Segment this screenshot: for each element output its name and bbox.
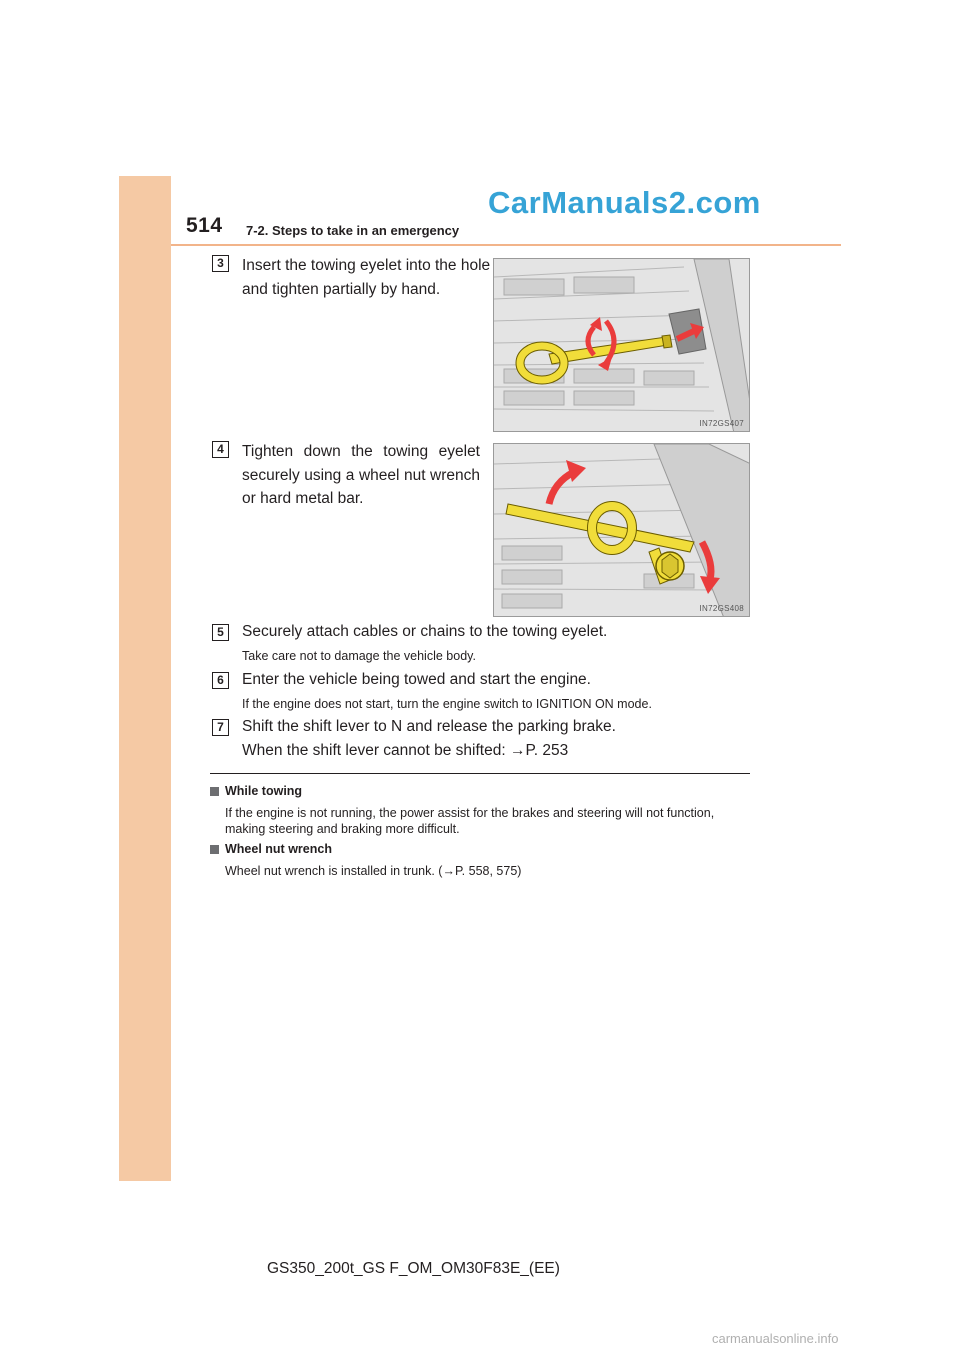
section-title: 7-2. Steps to take in an emergency <box>246 223 460 238</box>
step-7-line-1: Shift the shift lever to N and release the parking brake. <box>242 718 616 735</box>
step-6-note: If the engine does not start, turn the engine switch to IGNITION ON mode. <box>242 697 652 711</box>
step-6-text: Enter the vehicle being towed and start the engine. <box>242 671 591 688</box>
footer-model-id: GS350_200t_GS F_OM_OM30F83E_(EE) <box>267 1260 560 1277</box>
note-heading-wheel-nut-wrench: Wheel nut wrench <box>225 842 332 856</box>
square-bullet-icon <box>210 845 219 854</box>
chapter-side-band <box>119 176 171 1181</box>
watermark-bottom[interactable]: carmanualsonline.info <box>712 1331 839 1346</box>
square-bullet-icon <box>210 787 219 796</box>
section-divider <box>210 773 750 774</box>
page-number: 514 <box>186 214 223 237</box>
step-number-6: 6 <box>212 672 229 689</box>
step-7-line-2: When the shift lever cannot be shifted: →P. 253 <box>242 741 569 759</box>
note-line: making steering and braking more difficult. <box>225 822 460 836</box>
note-line: Wheel nut wrench is installed in trunk. (→P. 558, 575) <box>225 864 522 878</box>
note-line: If the engine is not running, the power assist for the brakes and steering will not function, <box>225 806 715 820</box>
step-3-line-1: Insert the towing eyelet into the hole <box>242 257 491 274</box>
header-rule <box>171 244 841 246</box>
figure-code-step-4: IN72GS408 <box>699 604 744 613</box>
step-number-4: 4 <box>212 441 229 458</box>
note-body-wheel-nut-wrench <box>225 863 750 879</box>
note-body-while-towing <box>225 805 750 837</box>
towing-eyelet-figure <box>493 258 750 432</box>
step-4-text: Tighten down the towing eyelet securely using a wheel nut wrench or hard metal bar. <box>242 443 480 507</box>
step-number-7: 7 <box>212 719 229 736</box>
step-5-text: Securely attach cables or chains to the towing eyelet. <box>242 623 608 640</box>
step-5-note: Take care not to damage the vehicle body. <box>242 649 476 663</box>
step-number-5: 5 <box>212 624 229 641</box>
note-heading-while-towing: While towing <box>225 784 303 798</box>
step-3-text <box>242 254 490 301</box>
wheel-nut-wrench-figure <box>493 443 750 617</box>
figure-code-step-3: IN72GS407 <box>699 419 744 428</box>
step-7-text <box>242 715 616 762</box>
step-3-line-2: and tighten partially by hand. <box>242 280 441 298</box>
watermark-top[interactable]: CarManuals2.com <box>488 185 761 220</box>
step-number-3: 3 <box>212 255 229 272</box>
